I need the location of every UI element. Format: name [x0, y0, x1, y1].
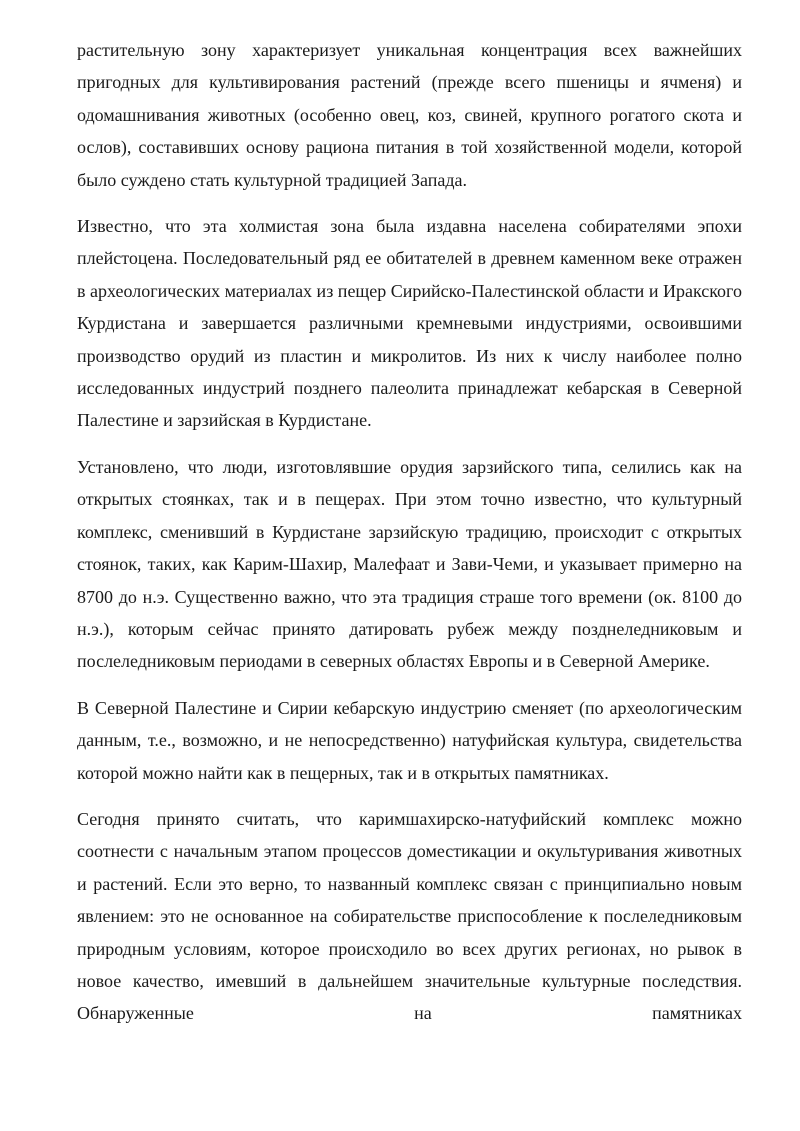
text-column	[77, 34, 742, 1044]
paragraph-3: Установлено, что люди, изготовлявшие орудия зарзийского типа, селились как на открытых стоянках, так и в пещерах. При этом точно известно, что культурный комплекс, сменивший в Курдистане зарзийскую традицию, происходит с открытых стоянок, таких, как Карим-Шахир, Малефаат и Зави-Чеми, и указывает примерно на 8700 до н.э. Существенно важно, что эта традиция страше того времени (ок. 8100 до н.э.), которым сейчас принято датировать рубеж между позднеледниковым и послеледниковым периодами в северных областях Европы и в Северной Америке.	[77, 456, 742, 672]
paragraph-2: Известно, что эта холмистая зона была издавна населена собирателями эпохи плейстоцена. Последовательный ряд ее обитателей в древнем каменном веке отражен в археологических материалах из пещер Сирийско-Палестинской области и Иракского Курдистана и завершается различными кремневыми индустриями, освоившими производство орудий из пластин и микролитов. Из них к числу наиболее полно исследованных индустрий позднего палеолита принадлежат кебарская в Северной Палестине и зарзийская в Курдистане.	[77, 216, 742, 431]
paragraph-4: В Северной Палестине и Сирии кебарскую индустрию сменяет (по археологическим данным, т.е., возможно, и не непосредственно) натуфийская культура, свидетельства которой можно найти как в пещерных, так и в открытых памятниках.	[77, 697, 742, 783]
paragraph-5: Сегодня принято считать, что каримшахирско-натуфийский комплекс можно соотнести с начальным этапом процессов доместикации и окультуривания животных и растений. Если это верно, то названный комплекс связан с принципиально новым явлением: это не основанное на собирательстве приспособление к послеледниковым природным условиям, которое происходило во всех других регионах, но рывок в новое качество, имевший в дальнейшем значительные культурные последствия. Обнаруженные на памятниках	[77, 808, 742, 1024]
paragraph-1: растительную зону характеризует уникальная концентрация всех важнейших пригодных для культивирования растений (прежде всего пшеницы и ячменя) и одомашнивания животных (особенно овец, коз, свиней, крупного рогатого скота и ослов), составивших основу рациона питания в той хозяйственной модели, которой было суждено стать культурной традицией Запада.	[77, 40, 742, 190]
